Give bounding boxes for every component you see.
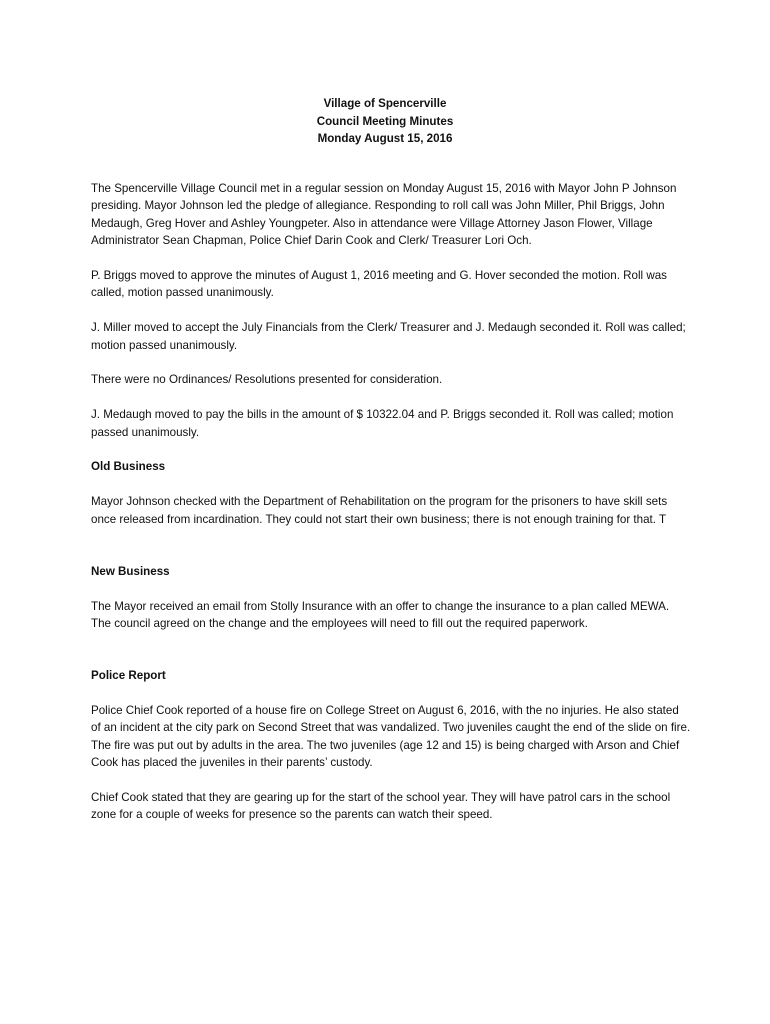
spacer (91, 650, 691, 667)
new-business-heading: New Business (91, 564, 170, 578)
old-business-heading: Old Business (91, 460, 166, 474)
old-business-paragraph: Mayor Johnson checked with the Department of Rehabilitation on the program for the prisoners to have skill sets once released from incardination. They could not start their own business; there is not enough training for that. T (91, 495, 668, 526)
police-report-paragraph-2: Chief Cook stated that they are gearing up for the start of the school year. They will have patrol cars in the school zone for a couple of weeks for presence so the parents can watch their speed. (91, 791, 671, 822)
police-report-paragraph-1: Police Chief Cook reported of a house fire on College Street on August 6, 2016, with the no injuries. He also stated of an incident at the city park on Second Street that was vandalized. Two juveniles caught the end of the slide on fire. The fire was put out by adults in the area. The two juveniles (age 12 and 15) is being charged with Arson and Chief Cook has placed the juveniles in their parents’ custody. (91, 704, 691, 770)
minutes-motion-paragraph: P. Briggs moved to approve the minutes of August 1, 2016 meeting and G. Hover seconded the motion. Roll was called, motion passed unanimously. (91, 269, 667, 300)
document-header (0, 95, 770, 148)
document-title: Council Meeting Minutes (316, 114, 454, 128)
spacer (91, 545, 691, 562)
village-name: Village of Spencerville (323, 97, 447, 110)
intro-paragraph: The Spencerville Village Council met in a regular session on Monday August 15, 2016 with Mayor John P Johnson presiding. Mayor Johnson led the pledge of allegiance. Responding to roll call was John Miller, Phil Briggs, John Medaugh, Greg Hover and Ashley Youngpeter. Also in attendance were Village Attorney Jason Flower, Village Administrator Sean Chapman, Police Chief Darin Cook and Clerk/ Treasurer Lori Och. (91, 182, 677, 248)
ordinances-paragraph: There were no Ordinances/ Resolutions presented for consideration. (91, 373, 443, 387)
document-body (91, 180, 691, 841)
financials-motion-paragraph: J. Miller moved to accept the July Financials from the Clerk/ Treasurer and J. Medaugh seconded it. Roll was called; motion passed unanimously. (91, 321, 686, 352)
bills-motion-paragraph: J. Medaugh moved to pay the bills in the amount of $ 10322.04 and P. Briggs seconded it. Roll was called; motion passed unanimously. (91, 408, 674, 439)
new-business-paragraph: The Mayor received an email from Stolly Insurance with an offer to change the insurance to a plan called MEWA. The council agreed on the change and the employees will need to fill out the required paperwork. (91, 599, 670, 631)
meeting-date: Monday August 15, 2016 (317, 132, 453, 145)
police-report-heading: Police Report (91, 669, 166, 683)
